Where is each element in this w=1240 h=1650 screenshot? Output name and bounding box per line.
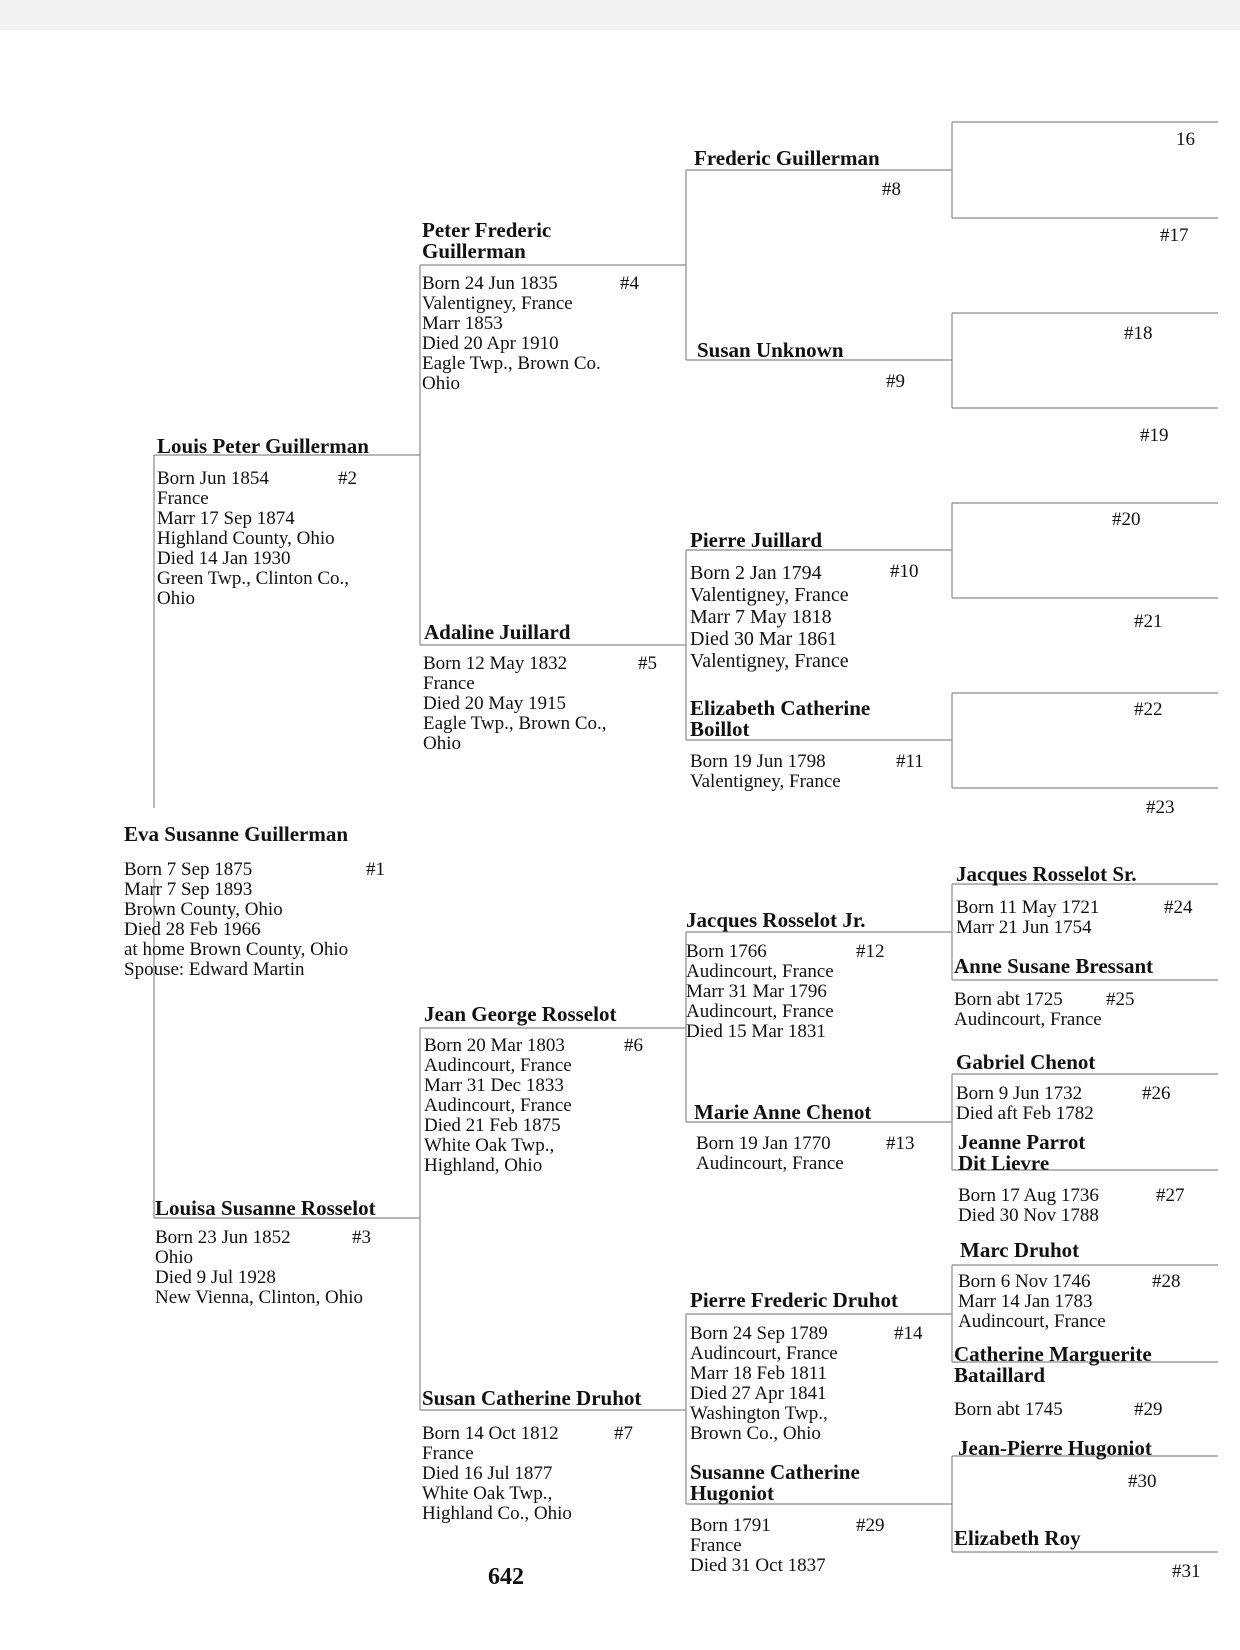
person-number-29: #29 xyxy=(1134,1399,1163,1420)
person-number-7: #7 xyxy=(614,1423,633,1444)
person-number-2: #2 xyxy=(338,468,357,489)
person-details-7: Born 14 Oct 1812 France Died 16 Jul 1877 White Oak Twp., Highland Co., Ohio xyxy=(422,1423,572,1524)
person-number-9: #9 xyxy=(886,371,905,392)
person-details-2: Born Jun 1854 France Marr 17 Sep 1874 Highland County, Ohio Died 14 Jan 1930 Green Twp., Clinton Co., Ohio xyxy=(157,468,350,609)
person-details-3: Born 23 Jun 1852 Ohio Died 9 Jul 1928 New Vienna, Clinton, Ohio xyxy=(155,1227,364,1308)
person-name-5: Adaline Juillard xyxy=(424,620,571,644)
person-name-28: Marc Druhot xyxy=(960,1238,1080,1262)
person-name-31: Elizabeth Roy xyxy=(954,1526,1081,1550)
ancestor-number-18: #18 xyxy=(1124,323,1153,344)
person-details-6: Born 20 Mar 1803 Audincourt, France Marr 31 Dec 1833 Audincourt, France Died 21 Feb 1875 White Oak Twp., Highland, Ohio xyxy=(424,1035,572,1176)
person-name-30: Jean-Pierre Hugoniot xyxy=(958,1436,1152,1460)
person-number-11: #11 xyxy=(896,751,924,772)
person-details-25: Born abt 1725 Audincourt, France xyxy=(954,989,1102,1030)
person-name-4: Peter Frederic Guillerman xyxy=(422,218,552,263)
person-number-1: #1 xyxy=(366,859,385,880)
person-name-27: Jeanne Parrot Dit Lievre xyxy=(958,1130,1086,1175)
person-details-15: Born 1791 France Died 31 Oct 1837 xyxy=(690,1515,826,1576)
person-number-30: #30 xyxy=(1128,1471,1157,1492)
ancestor-number-22: #22 xyxy=(1134,699,1163,720)
ancestor-number-19: #19 xyxy=(1140,425,1169,446)
person-name-12: Jacques Rosselot Jr. xyxy=(686,908,866,932)
person-name-14: Pierre Frederic Druhot xyxy=(690,1288,898,1312)
person-number-28: #28 xyxy=(1152,1271,1181,1292)
person-number-3: #3 xyxy=(352,1227,371,1248)
ancestor-number-17: #17 xyxy=(1160,225,1189,246)
person-name-29: Catherine Marguerite Bataillard xyxy=(954,1342,1152,1387)
person-name-1: Eva Susanne Guillerman xyxy=(124,822,349,846)
person-details-29: Born abt 1745 xyxy=(954,1399,1063,1420)
person-number-31: #31 xyxy=(1172,1561,1201,1582)
person-name-25: Anne Susane Bressant xyxy=(954,954,1154,978)
person-number-14: #14 xyxy=(894,1323,923,1344)
person-number-6: #6 xyxy=(624,1035,643,1056)
person-details-12: Born 1766 Audincourt, France Marr 31 Mar 1796 Audincourt, France Died 15 Mar 1831 xyxy=(686,941,834,1042)
ancestor-number-23: #23 xyxy=(1146,797,1175,818)
person-name-26: Gabriel Chenot xyxy=(956,1050,1096,1074)
person-details-11: Born 19 Jun 1798 Valentigney, France xyxy=(690,751,841,792)
person-number-27: #27 xyxy=(1156,1185,1185,1206)
person-number-4: #4 xyxy=(620,273,639,294)
person-name-6: Jean George Rosselot xyxy=(424,1002,617,1026)
person-number-15: #29 xyxy=(856,1515,885,1536)
person-number-10: #10 xyxy=(890,561,919,582)
ancestor-number-16: 16 xyxy=(1176,129,1195,150)
person-details-26: Born 9 Jun 1732 Died aft Feb 1782 xyxy=(956,1083,1094,1124)
person-number-25: #25 xyxy=(1106,989,1135,1010)
person-name-7: Susan Catherine Druhot xyxy=(422,1386,642,1410)
person-details-1: Born 7 Sep 1875 Marr 7 Sep 1893 Brown County, Ohio Died 28 Feb 1966 at home Brown County, Ohio Spouse: Edward Martin xyxy=(124,859,349,980)
person-number-24: #24 xyxy=(1164,897,1193,918)
person-number-8: #8 xyxy=(882,179,901,200)
person-name-13: Marie Anne Chenot xyxy=(694,1100,872,1124)
person-details-13: Born 19 Jan 1770 Audincourt, France xyxy=(696,1133,844,1174)
person-name-3: Louisa Susanne Rosselot xyxy=(155,1196,376,1220)
person-details-4: Born 24 Jun 1835 Valentigney, France Marr 1853 Died 20 Apr 1910 Eagle Twp., Brown Co. Ohio xyxy=(422,273,601,394)
ancestor-number-21: #21 xyxy=(1134,611,1163,632)
page-number: 642 xyxy=(488,1564,524,1590)
person-name-9: Susan Unknown xyxy=(697,338,844,362)
person-details-14: Born 24 Sep 1789 Audincourt, France Marr 18 Feb 1811 Died 27 Apr 1841 Washington Twp., Brown Co., Ohio xyxy=(690,1323,838,1444)
person-name-24: Jacques Rosselot Sr. xyxy=(956,862,1137,886)
person-details-24: Born 11 May 1721 Marr 21 Jun 1754 xyxy=(956,897,1100,938)
person-details-5: Born 12 May 1832 France Died 20 May 1915 Eagle Twp., Brown Co., Ohio xyxy=(423,653,607,754)
person-number-12: #12 xyxy=(856,941,885,962)
person-details-28: Born 6 Nov 1746 Marr 14 Jan 1783 Audincourt, France xyxy=(958,1271,1106,1332)
person-name-10: Pierre Juillard xyxy=(690,528,822,552)
ancestor-number-20: #20 xyxy=(1112,509,1141,530)
person-name-11: Elizabeth Catherine Boillot xyxy=(690,696,871,741)
person-number-13: #13 xyxy=(886,1133,915,1154)
person-number-26: #26 xyxy=(1142,1083,1171,1104)
person-name-8: Frederic Guillerman xyxy=(694,146,880,170)
person-name-2: Louis Peter Guillerman xyxy=(157,434,369,458)
person-number-5: #5 xyxy=(638,653,657,674)
person-details-27: Born 17 Aug 1736 Died 30 Nov 1788 xyxy=(958,1185,1099,1226)
person-name-15: Susanne Catherine Hugoniot xyxy=(690,1460,860,1505)
person-details-10: Born 2 Jan 1794 Valentigney, France Marr 7 May 1818 Died 30 Mar 1861 Valentigney, France xyxy=(690,562,849,672)
